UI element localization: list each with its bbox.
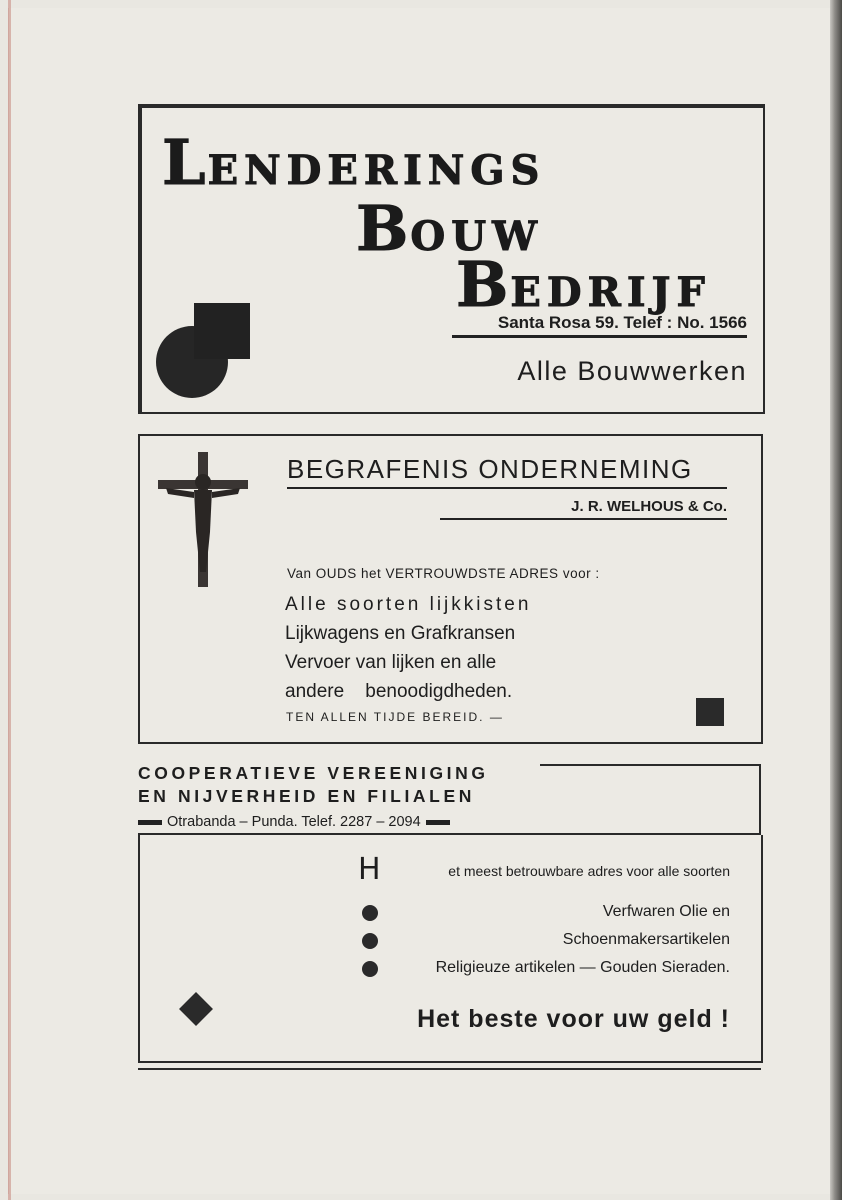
bar-ornament-icon [426,820,450,825]
square-ornament-icon [696,698,724,726]
page-edge [8,0,11,1200]
ad-begrafenis [138,434,763,744]
ad-cooperatieve-address: Otrabanda – Punda. Telef. 2287 – 2094 [167,814,421,830]
ad-begrafenis-list [285,590,531,706]
bar-ornament-icon [138,820,162,825]
book-spine [830,0,842,1200]
ad-lenderings-address: Santa Rosa 59. Telef : No. 1566 [452,313,747,338]
ad-cooperatieve-slogan: Het beste voor uw geld ! [417,1005,730,1033]
ad-cooperatieve-border-top [540,764,761,766]
list-item: Lijkwagens en Grafkransen [285,623,516,644]
list-item: andere benoodigdheden. [285,681,513,702]
ad-lenderings-line3: BEDRIJF [456,248,711,321]
ad-cooperatieve [138,835,763,1063]
list-item: Alle soorten lijkkisten [285,594,532,615]
list-item: Religieuze artikelen — Gouden Sieraden. [435,959,730,976]
ad-cooperatieve-title-line1: COOPERATIEVE VEREENIGING [138,763,489,783]
ad-lenderings-tagline: Alle Bouwwerken [517,356,747,386]
ad-lenderings-line1: LENDERINGS [162,126,546,199]
ad-cooperatieve-lead-text: et meest betrouwbare adres voor alle soorten [448,863,730,879]
ad-cooperatieve-border-bottom [138,1068,761,1070]
list-item: Vervoer van lijken en alle [285,652,497,673]
ad-begrafenis-intro: Van OUDS het VERTROUWDSTE ADRES voor : [287,566,600,581]
ad-cooperatieve-lead [358,852,730,887]
ad-begrafenis-title: BEGRAFENIS ONDERNEMING [287,454,727,489]
ad-cooperatieve-border-side [759,764,761,835]
ad-cooperatieve-address-row [138,814,504,830]
ad-lenderings-line2: BOUW [356,192,544,265]
ad-begrafenis-company: J. R. WELHOUS & Co. [440,498,727,520]
crucifix-icon [158,452,248,587]
ad-cooperatieve-title-line2: EN NIJVERHEID EN FILIALEN [138,786,475,806]
ad-cooperatieve-title [138,762,489,808]
ad-begrafenis-ready: TEN ALLEN TIJDE BEREID. — [286,710,504,724]
ad-lenderings [138,104,765,414]
square-logo-icon [194,303,250,359]
list-item: Schoenmakersartikelen [562,931,730,948]
diamond-ornament-icon [179,992,213,1026]
drop-cap: H [358,852,381,887]
list-item: Verfwaren Olie en [602,903,730,920]
